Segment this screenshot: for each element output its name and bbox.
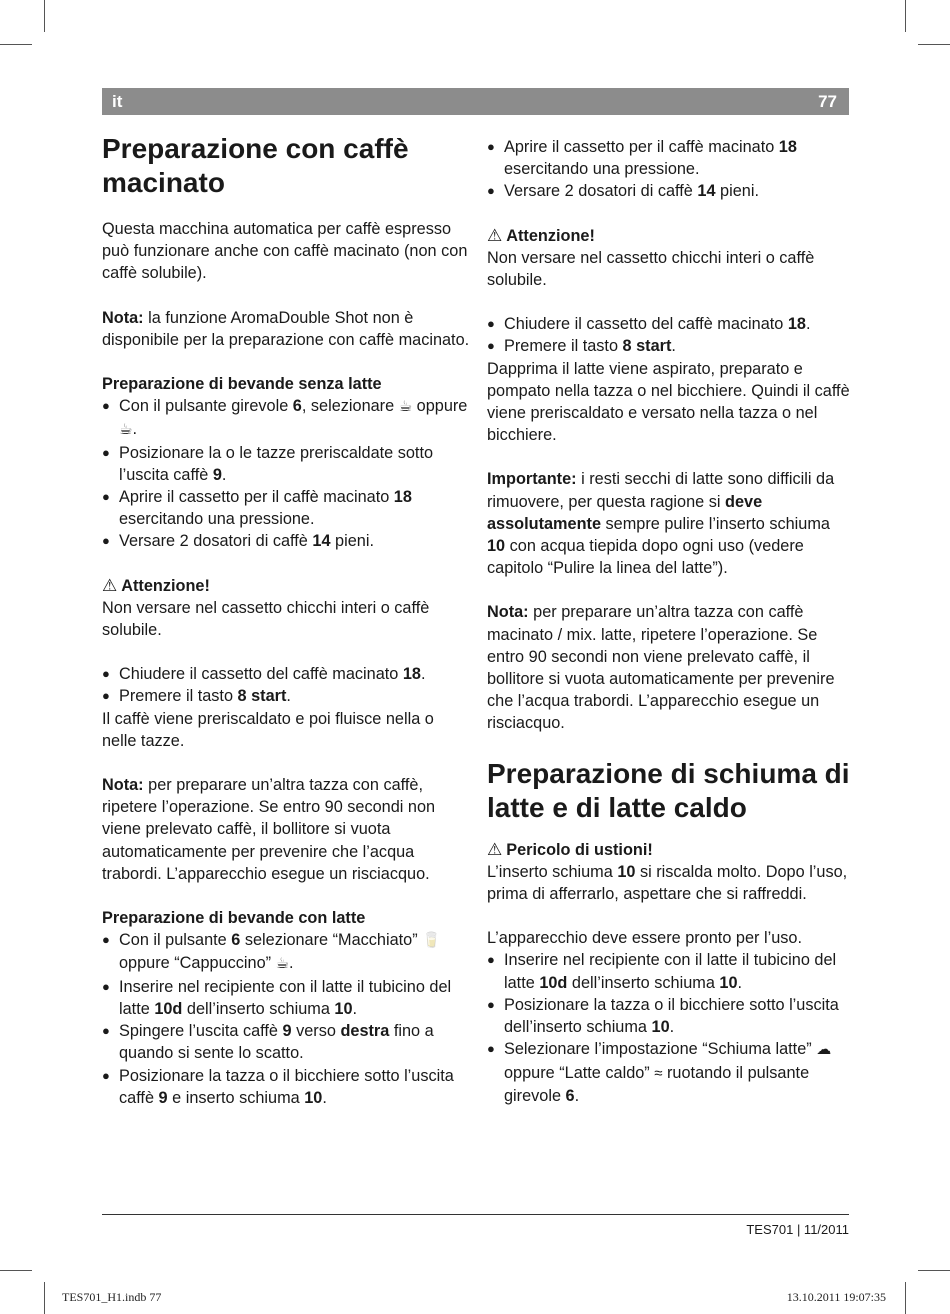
page-header [102,88,849,115]
page-number: 77 [818,92,837,111]
important-paragraph: Importante: i resti secchi di latte sono difficili da rimuovere, per questa ragione si deve assolutamente sempre pulire l’inserto schiuma 10 con acqua tiepida dopo ogni uso (vedere capitolo “Pulire la linea del latte”). [487,470,835,578]
crop-mark [0,44,32,45]
section-title: Preparazione con caffè macinato [102,133,409,198]
macchiato-glass-icon: 🥛 [422,932,441,950]
print-slug-date: 13.10.2011 19:07:35 [786,1290,886,1304]
list-item: ● Inserire nel recipiente con il latte il tubicino del latte 10d dell’inserto schiuma 10. [102,976,470,1020]
warning-title: ⚠ Attenzione! [102,575,210,595]
warning-triangle-icon: ⚠ [487,839,503,859]
warning-triangle-icon: ⚠ [487,225,503,245]
danger-title: ⚠ Pericolo di ustioni! [487,839,653,859]
subheading-with-milk: Preparazione di bevande con latte [102,909,366,928]
steps-close [102,663,470,707]
note-paragraph: Nota: la funzione AromaDouble Shot non è disponibile per la preparazione con caffè macinato. [102,308,470,349]
steps-milk-foam [487,949,851,1106]
warning-title: ⚠ Attenzione! [487,225,595,245]
section-title-milk-foam: Preparazione di schiuma di latte e di latte caldo [487,757,850,823]
intro-paragraph: Questa macchina automatica per caffè espresso può funzionare anche con caffè macinato (non con caffè solubile). [102,220,468,283]
crop-mark [0,1270,32,1271]
crop-mark [905,1282,906,1314]
list-item: ● Chiudere il cassetto del caffè macinato 18. [487,313,851,335]
steps-close [487,313,851,357]
left-column [102,132,470,1109]
crop-mark [918,44,950,45]
list-item: ● Posizionare la o le tazze preriscaldate sotto l’uscita caffè 9. [102,442,470,486]
list-item: ● Posizionare la tazza o il bicchiere sotto l’uscita caffè 9 e inserto schiuma 10. [102,1065,470,1109]
list-item: ● Chiudere il cassetto del caffè macinato 18. [102,663,470,685]
ready-paragraph: L’apparecchio deve essere pronto per l’uso. [487,929,802,948]
steps-continued [487,136,851,203]
list-item: ● Aprire il cassetto per il caffè macinato 18 esercitando una pressione. [102,486,470,530]
crop-mark [905,0,906,32]
cappuccino-cup-icon: ☕ [275,955,290,973]
list-item: ● Con il pulsante 6 selezionare “Macchiato” 🥛 oppure “Cappuccino” ☕. [102,929,470,975]
result-paragraph: Dapprima il latte viene aspirato, preparato e pompato nella tazza o nel bicchiere. Quindi il caffè viene preriscaldato e versato nella tazza o nel bicchiere. [487,359,850,445]
steps-no-milk [102,395,470,552]
print-slug-file: TES701_H1.indb 77 [62,1290,162,1304]
warning-triangle-icon: ⚠ [102,575,118,595]
list-item: ● Versare 2 dosatori di caffè 14 pieni. [102,530,470,552]
list-item: ● Inserire nel recipiente con il latte il tubicino del latte 10d dell’inserto schiuma 10. [487,949,851,993]
note-paragraph: Nota: per preparare un’altra tazza con caffè, ripetere l’operazione. Se entro 90 secondi non viene prelevato caffè, il bollitore si vuota automaticamente per prevenire che l’acqua trabordi. L’apparecchio esegue un risciacquo. [102,776,436,883]
danger-text: L’inserto schiuma 10 si riscalda molto. Dopo l’uso, prima di afferrarlo, aspettare che si raffreddi. [487,862,848,904]
right-column [487,136,851,1107]
crop-mark [918,1270,950,1271]
language-code: it [112,92,123,111]
single-cup-icon: ☕ [398,398,413,416]
footer-model: TES701 | 11/2011 [746,1222,849,1237]
list-item: ● Con il pulsante girevole 6, selezionare ☕ oppure ☕. [102,395,470,441]
list-item: ● Spingere l’uscita caffè 9 verso destra fino a quando si sente lo scatto. [102,1020,470,1064]
steps-with-milk [102,929,470,1109]
crop-mark [44,0,45,32]
list-item: ● Selezionare l’impostazione “Schiuma latte” ☁ oppure “Latte caldo” ≈ ruotando il pulsante girevole 6. [487,1038,851,1107]
warning-text: Non versare nel cassetto chicchi interi o caffè solubile. [102,598,430,640]
warning-text: Non versare nel cassetto chicchi interi o caffè solubile. [487,248,815,290]
result-paragraph: Il caffè viene preriscaldato e poi fluisce nella o nelle tazze. [102,709,434,750]
list-item: ● Premere il tasto 8 start. [102,685,470,707]
crop-mark [44,1282,45,1314]
list-item: ● Premere il tasto 8 start. [487,335,851,357]
note-paragraph: Nota: per preparare un’altra tazza con caffè macinato / mix. latte, ripetere l’operazione. Se entro 90 secondi non viene prelevato caffè, il bollitore si vuota automaticamente per prevenire che l’acqua trabordi. L’apparecchio esegue un risciacquo. [487,603,835,733]
list-item: ● Versare 2 dosatori di caffè 14 pieni. [487,180,851,202]
hot-milk-icon: ≈ [654,1064,663,1082]
list-item: ● Aprire il cassetto per il caffè macinato 18 esercitando una pressione. [487,136,851,180]
subheading-no-milk: Preparazione di bevande senza latte [102,375,382,394]
list-item: ● Posizionare la tazza o il bicchiere sotto l’uscita dell’inserto schiuma 10. [487,994,851,1038]
footer-rule [102,1214,849,1215]
double-cup-icon: ☕ [119,421,133,439]
milk-foam-icon: ☁ [816,1041,832,1059]
